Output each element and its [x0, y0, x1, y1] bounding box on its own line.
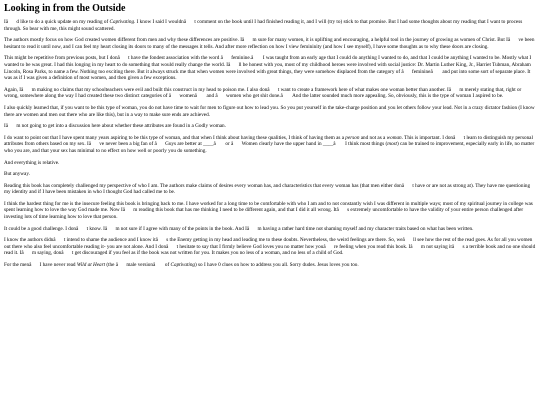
paragraph-text: Iâd like to do a quick update on my reading of — [4, 19, 110, 25]
paragraph-text: It could be a good challenge. I donât know. Iâm not sure if I agree with many of the points in the book. And Iâm having a rather hard time not shaming myself and my character traits based on what has been written. — [4, 225, 474, 232]
paragraph — [4, 262, 536, 269]
paragraph-text: ) can be trained to improvement, especially early in life, no matter who you are, and that your sex has minimal to no effect on how well or poorly you do something. — [4, 141, 535, 154]
paragraph — [4, 226, 536, 233]
paragraph-text: This might be repetitive from previous posts, but I donât have the fondest association with the word âfeminine.â I was taught from an early age that I could do anything I wanted to do, and that I could be anything I wanted to be. Mostly what I wanted to be was great. I had this longing in my heart to do something that would really change the world. Iâll be honest with you, most of my childhood heroes were involved with social justice: Dr. Martin Luther King, Jr., Harriet Tubman, Abraham Lincoln, Rosa Parks, to name a few. Nothing too exciting there. But it always struck me that when women were involved with great things, they were somehow displaced from the category of âfeminineâ and put into some sort of separate place. It was as if I was given a definition of most women, and then given a few exceptions. — [4, 55, 532, 82]
italic-text: woman — [386, 134, 402, 141]
paragraph — [4, 87, 536, 100]
paragraph-text: Again, Iâm making no claims that my schoolteachers were evil and built this construct in my head to poison me. I also donât want to create a framework here of what makes one woman better than another. Iâm merely stating that, right or wrong, somewhere along the way I had created these two distinct categories of âwomenâ and âwomen who get shit done.â And the latter sounded much more appealing. So, obviously, this is the type of woman I aspired to be. — [4, 86, 522, 100]
paragraph-text: And everything is relative. — [4, 159, 60, 166]
paragraph — [4, 237, 536, 257]
paragraph — [4, 160, 536, 167]
paragraph-text: and not as a — [359, 134, 387, 141]
paragraph-text: . I know I said I wouldnât comment on the book until I had finished reading it, and I will (try to) stick to that promise. But I had some thoughts about my reading that I want to process through. So bear with me, this might sound scattered. — [4, 19, 523, 32]
paragraph-text: Iâm not going to get into a discussion here about whether these attributes are found in a Godly woman. — [4, 123, 226, 130]
paragraph — [4, 19, 536, 32]
paragraph — [4, 55, 536, 81]
paragraph-text: But anyway. — [4, 171, 30, 178]
article-body — [4, 19, 536, 269]
paragraph-text: I do want to point out that I have spent many years aspiring to be this type of woman, and that when I think about having these qualities, I think of having them as a — [4, 134, 346, 141]
italic-text: most — [387, 141, 398, 148]
paragraph — [4, 201, 536, 221]
paragraph-text: ) so I have 0 clues on how to address you all. Sorry dudes. Jesus loves you too. — [195, 262, 359, 269]
paragraph — [4, 183, 536, 196]
italic-text: person — [345, 134, 360, 141]
paragraph-text: The authors mostly focus on how God created women different from men and why these differences are positive. Iâm sure for many women, it is uplifting and encouraging, a helpful tool in the journey of growing as women of Christ. But Iâve been hesitant to read it until now, and I can feel my heart closing its doors to many of the messages it tells. And after more reflection on how I view femininity (and how I see myself), I have some thoughts as to why these doors are closing. — [4, 37, 535, 50]
paragraph — [4, 105, 536, 118]
paragraph — [4, 171, 536, 178]
paragraph-text: For the menâI have never read — [4, 262, 77, 269]
paragraph-text: I think the hardest thing for me is the insecure feeling this book is bringing back to me. I have worked for a long time to be comfortable with who I am and to not constantly wish I was different in multiple ways; most of my spiritual journey in college was spent learning how to love the way God made me. Now Iâm reading this book that has me thinking I need to be different again, and that I did it all wrong. Itâs extremely uncomfortable to have the validity of your entire person challenged after investing lots of time learning how to love that person. — [4, 200, 533, 221]
paragraph — [4, 123, 536, 130]
paragraph-text: Reading this book has completely challenged my perspective of who I am. The authors make claims of desires every woman has, and characteristics that every woman has (that men either donât have or are not as strong at). They have me questioning my identity and if I have been mistaken in who I thought God had called me to be. — [4, 182, 531, 196]
italic-text: Wild at Heart — [76, 262, 106, 269]
paragraph-text: . This is important. I donât learn to distinguish my personal attributes from others based on my sex. Iâve never been a big fan of âGuys are better at ____â or âWomen clearly have the upper hand in ____â I think most things ( — [4, 134, 533, 148]
paragraph — [4, 135, 536, 155]
paragraph — [4, 37, 536, 50]
paragraph-text: I know the authors didnât intend to shame the audience and I know itâs the Enemy getting in my head and leading me to these doubts. Nevertheless, the weird feelings are there. So, weâll see how the rest of the read goes. As for all you women out there who also feel uncomfortable reading it- you are not alone. And I donât hesitate to say that I firmly believe God loves you no matter how youâre feeling when you read this book. Iâm not saying itâs a terrible book and no one should read it. Iâm saying, donât get discouraged if you feel as if the book was not written for you. It makes you no less of a woman, and no less of a child of God. — [4, 237, 536, 257]
italic-text: Captivating — [170, 262, 196, 269]
paragraph-text: (the âmale versionâ of — [105, 262, 171, 269]
article-title: Looking in from the Outside — [4, 3, 126, 14]
paragraph-text: I also quickly learned that, if you want to be this type of woman, you do not have time to wait for men to figure out how to lead you. So you put yourself in the take-charge position and you let others follow your lead. Not in a crazy dictator fashion (I know there are women and men out there who are like this), but in a way to make sure ends are achieved. — [4, 104, 535, 118]
italic-text: Captivating — [109, 19, 135, 25]
